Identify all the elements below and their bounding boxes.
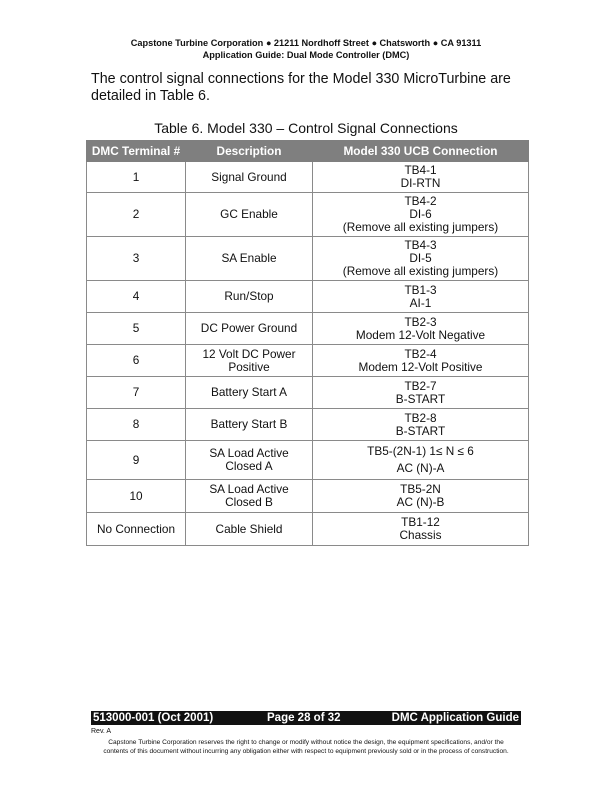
footer-doc-number: 513000-001 (Oct 2001) [93, 712, 214, 724]
header-doc-title: Application Guide: Dual Mode Controller (DMC) [202, 50, 410, 60]
cell-description: Cable Shield [186, 513, 313, 546]
cell-description: GC Enable [186, 193, 313, 237]
footer-bar [91, 711, 521, 725]
cell-description: Run/Stop [186, 281, 313, 313]
table-row [87, 313, 529, 345]
table-row [87, 441, 529, 480]
cell-description: SA Load Active Closed A [186, 441, 313, 480]
table-row [87, 480, 529, 513]
footer-guide-title: DMC Application Guide [391, 712, 519, 724]
intro-paragraph: The control signal connections for the Model 330 MicroTurbine are detailed in Table 6. [91, 71, 511, 104]
cell-connection: TB2-8 B-START [313, 409, 529, 441]
table-row [87, 513, 529, 546]
cell-connection: TB5-(2N-1) 1≤ N ≤ 6 AC (N)-A [313, 441, 529, 480]
cell-terminal: 8 [87, 409, 186, 441]
cell-description: Battery Start A [186, 377, 313, 409]
cell-connection: TB2-3 Modem 12-Volt Negative [313, 313, 529, 345]
cell-terminal: 3 [87, 237, 186, 281]
table-caption: Table 6. Model 330 – Control Signal Connections [154, 120, 458, 136]
cell-connection: TB2-7 B-START [313, 377, 529, 409]
page-header [0, 37, 612, 61]
cell-description: Signal Ground [186, 162, 313, 193]
table-header-row [87, 141, 529, 162]
cell-description: 12 Volt DC Power Positive [186, 345, 313, 377]
cell-terminal: 1 [87, 162, 186, 193]
col-header-connection: Model 330 UCB Connection [313, 141, 529, 162]
cell-connection: TB2-4 Modem 12-Volt Positive [313, 345, 529, 377]
cell-connection: TB4-1 DI-RTN [313, 162, 529, 193]
table-row [87, 345, 529, 377]
cell-description: SA Load Active Closed B [186, 480, 313, 513]
table-row [87, 237, 529, 281]
table-row [87, 409, 529, 441]
cell-terminal: 9 [87, 441, 186, 480]
table-row [87, 377, 529, 409]
cell-terminal: 6 [87, 345, 186, 377]
table-row [87, 281, 529, 313]
cell-terminal: 7 [87, 377, 186, 409]
cell-terminal: No Connection [87, 513, 186, 546]
cell-terminal: 10 [87, 480, 186, 513]
cell-description: DC Power Ground [186, 313, 313, 345]
col-header-description: Description [186, 141, 313, 162]
cell-terminal: 5 [87, 313, 186, 345]
table-row [87, 162, 529, 193]
cell-connection: TB1-12 Chassis [313, 513, 529, 546]
cell-description: SA Enable [186, 237, 313, 281]
cell-terminal: 2 [87, 193, 186, 237]
col-header-terminal: DMC Terminal # [87, 141, 186, 162]
table-row [87, 193, 529, 237]
control-signal-table [86, 140, 529, 546]
header-address: Capstone Turbine Corporation ● 21211 Nordhoff Street ● Chatsworth ● CA 91311 [130, 38, 482, 48]
footer-disclaimer: Capstone Turbine Corporation reserves the right to change or modify without notice the design, the equipment specifications, and/or the contents of this document without incurring any obligation either with respect to equipment previously sold or in the process of construction. [103, 739, 509, 755]
cell-connection: TB1-3 AI-1 [313, 281, 529, 313]
cell-connection: TB5-2N AC (N)-B [313, 480, 529, 513]
footer-page-number: Page 28 of 32 [267, 712, 341, 724]
cell-terminal: 4 [87, 281, 186, 313]
cell-connection: TB4-3 DI-5 (Remove all existing jumpers) [313, 237, 529, 281]
cell-connection: TB4-2 DI-6 (Remove all existing jumpers) [313, 193, 529, 237]
footer-revision: Rev. A [91, 728, 112, 735]
cell-description: Battery Start B [186, 409, 313, 441]
